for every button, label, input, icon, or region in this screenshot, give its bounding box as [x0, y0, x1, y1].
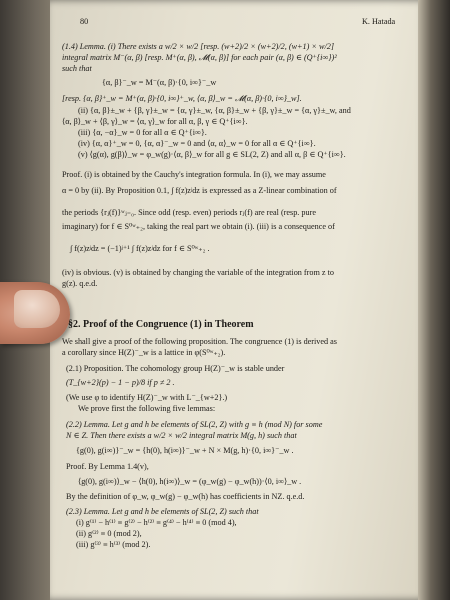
text-line: (ii) g⁽²⁾ ≡ 0 (mod 2), — [76, 529, 142, 538]
text-line: (2.2) Lemma. Let g and h be elements of SL(2, Z) with g ≡ h (mod N) for some — [66, 420, 323, 429]
page-content — [62, 0, 418, 600]
text-line: (iv) {α, α}⁺_w = 0, {α, α}⁻_w = 0 and ⟨α, α⟩_w = 0 for all α ∈ Q⁺{i∞}. — [78, 139, 316, 148]
page-number: 80 — [80, 17, 89, 26]
text-line: We prove first the following five lemmas: — [78, 404, 216, 413]
text-line: imaginary) for f ∈ S⁰ʷ₊₂, taking the real part we obtain (i). (iii) is a consequence of — [62, 222, 335, 231]
text-line: (ii) {α, β}±_w + {β, γ}±_w = {α, γ}±_w, {α, β}±_w + {β, γ}±_w = {α, γ}±_w, and — [78, 106, 351, 115]
text-line: (iv) is obvious. (v) is obtained by changing the variable of the integration from z to — [62, 268, 334, 277]
thumbnail-nail — [14, 290, 60, 328]
formula: ∫ f(z)zʲdz = (−1)ʲ⁺¹ ∫ f(z)zʲdz for f ∈ S⁰ʷ₊₂ . — [70, 244, 210, 253]
text-line: We shall give a proof of the following proposition. The congruence (1) is derived as — [62, 337, 337, 346]
text-line: (v) ⟨g(α), g(β)⟩_w = φ_w(g)·⟨α, β⟩_w for all g ∈ SL(2, Z) and all α, β ∈ Q⁺{i∞}. — [78, 150, 346, 159]
text-line: (iii) {α, −α}_w = 0 for all α ∈ Q⁺{i∞}. — [78, 128, 207, 137]
text-line: Proof. (i) is obtained by the Cauchy's integration formula. In (i), we may assume — [62, 170, 326, 179]
text-line: (2.1) Proposition. The cohomology group H(Z)⁻_w is stable under — [66, 364, 285, 373]
formula: {g(0), g(i∞)}⁻_w = {h(0), h(i∞)}⁻_w + N × M(g, h)·{0, i∞}⁻_w . — [76, 446, 294, 455]
text-line: such that — [62, 64, 92, 73]
text-line: By the definition of φ_w, φ_w(g) − φ_w(h) has coefficients in NZ. q.e.d. — [66, 492, 305, 501]
section-heading: §2. Proof of the Congruence (1) in Theorem — [68, 319, 254, 330]
formula: {α, β}⁻_w = M⁻(α, β)·{0, i∞}⁻_w — [102, 78, 217, 87]
text-line: (i) g⁽¹⁾ − h⁽¹⁾ ≡ g⁽²⁾ − h⁽²⁾ ≡ g⁽⁴⁾ − h⁽⁴⁾ ≡ 0 (mod 4), — [76, 518, 237, 527]
text-line: (1.4) Lemma. (i) There exists a w/2 × w/2 [resp. (w+2)/2 × (w+2)/2, (w+1) × w/2] — [62, 42, 335, 51]
text-line: (2.3) Lemma. Let g and h be elements of SL(2, Z) such that — [66, 507, 259, 516]
text-line: N ∈ Z. Then there exists a w/2 × w/2 integral matrix M(g, h) such that — [66, 431, 297, 440]
text-line: (We use φ to identify H(Z)⁻_w with L⁻_{w+2}.) — [66, 393, 228, 402]
page-shadow — [418, 0, 450, 600]
formula: ⟨g(0), g(i∞)⟩_w − ⟨h(0), h(i∞)⟩_w = (φ_w(g) − φ_w(h))·⟨0, i∞⟩_w . — [78, 477, 302, 486]
formula: (T_{w+2}(p) − 1 − p)/8 if p ≠ 2 . — [66, 378, 175, 387]
running-header-author: K. Hatada — [362, 17, 396, 26]
text-line: Proof. By Lemma 1.4(v), — [66, 462, 149, 471]
text-line: integral matrix M⁻(α, β) [resp. M⁺(α, β), 𝓜(α, β)] for each pair (α, β) ∈ (Q⁺{i∞})² — [62, 53, 337, 62]
text-line: [resp. {α, β}⁺_w = M⁺(α, β)·{0, i∞}⁺_w, ⟨α, β⟩_w = 𝓜(α, β)·{0, i∞}_w]. — [62, 94, 302, 103]
text-line: g(z). q.e.d. — [62, 279, 98, 288]
text-line: a corollary since H(Z)⁻_w is a lattice in φ(S⁰ʷ₊₂). — [62, 348, 226, 357]
text-line: the periods {rⱼ(f)}ʷⱼ₌₀. Since odd (resp. even) periods rⱼ(f) are real (resp. pure — [62, 208, 316, 217]
text-line: (iii) g⁽³⁾ ≡ h⁽³⁾ (mod 2). — [76, 540, 151, 549]
text-line: ⟨α, β⟩_w + ⟨β, γ⟩_w = ⟨α, γ⟩_w for all α, β, γ ∈ Q⁺{i∞}. — [62, 117, 248, 126]
text-line: α = 0 by (ii). By Proposition 0.1, ∫ f(z)zʲdz is expressed as a Z-linear combination of — [62, 186, 337, 195]
